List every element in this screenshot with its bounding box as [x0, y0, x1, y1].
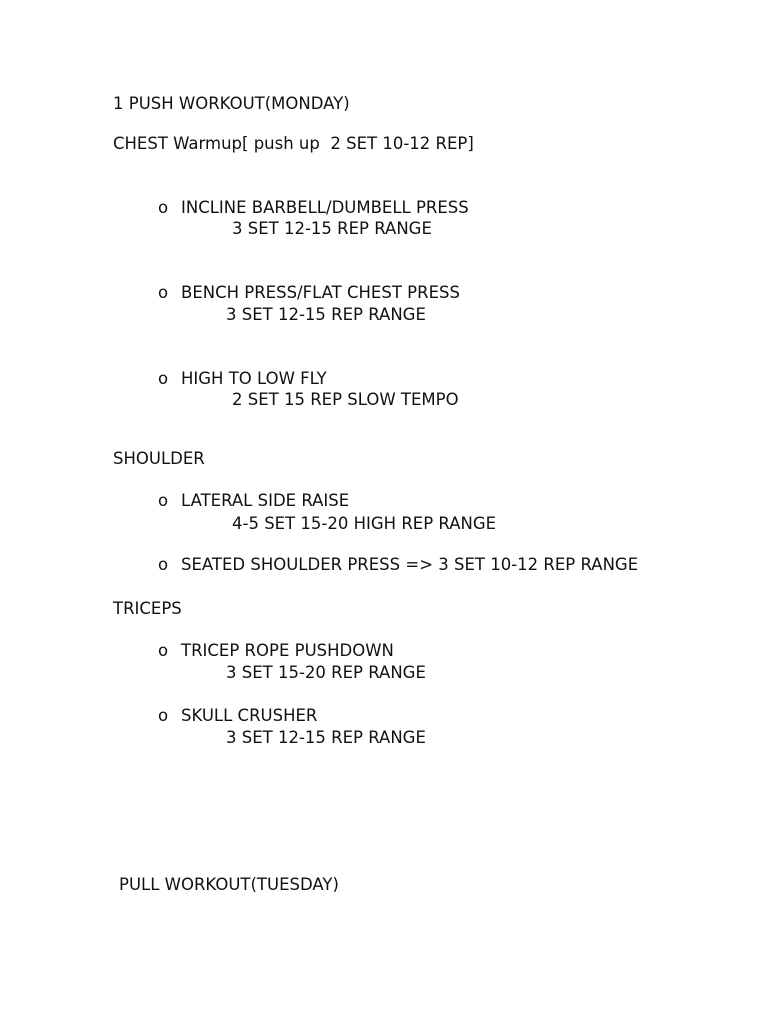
- lateral-raise-detail: 4-5 SET 15-20 HIGH REP RANGE: [232, 514, 497, 533]
- bullet-icon: o: [158, 641, 169, 660]
- rope-pushdown-detail: 3 SET 15-20 REP RANGE: [226, 663, 426, 682]
- high-to-low-fly-detail: 2 SET 15 REP SLOW TEMPO: [232, 390, 459, 409]
- skull-crusher-detail: 3 SET 12-15 REP RANGE: [226, 728, 426, 747]
- skull-crusher-name: SKULL CRUSHER: [181, 706, 318, 725]
- incline-press-detail: 3 SET 12-15 REP RANGE: [232, 219, 432, 238]
- push-workout-heading: 1 PUSH WORKOUT(MONDAY): [113, 94, 350, 113]
- rope-pushdown-name: TRICEP ROPE PUSHDOWN: [181, 641, 394, 660]
- bullet-icon: o: [158, 369, 169, 388]
- incline-press-name: INCLINE BARBELL/DUMBELL PRESS: [181, 198, 469, 217]
- shoulder-heading: SHOULDER: [113, 449, 205, 468]
- chest-warmup-line: CHEST Warmup[ push up 2 SET 10-12 REP]: [113, 134, 474, 153]
- shoulder-press-line: SEATED SHOULDER PRESS => 3 SET 10-12 REP RANGE: [181, 555, 639, 574]
- bench-press-detail: 3 SET 12-15 REP RANGE: [226, 305, 426, 324]
- bullet-icon: o: [158, 555, 169, 574]
- lateral-raise-name: LATERAL SIDE RAISE: [181, 491, 350, 510]
- triceps-heading: TRICEPS: [113, 599, 182, 618]
- bench-press-name: BENCH PRESS/FLAT CHEST PRESS: [181, 283, 460, 302]
- high-to-low-fly-name: HIGH TO LOW FLY: [181, 369, 327, 388]
- bullet-icon: o: [158, 283, 169, 302]
- pull-workout-heading: PULL WORKOUT(TUESDAY): [119, 875, 339, 894]
- bullet-icon: o: [158, 706, 169, 725]
- bullet-icon: o: [158, 198, 169, 217]
- bullet-icon: o: [158, 491, 169, 510]
